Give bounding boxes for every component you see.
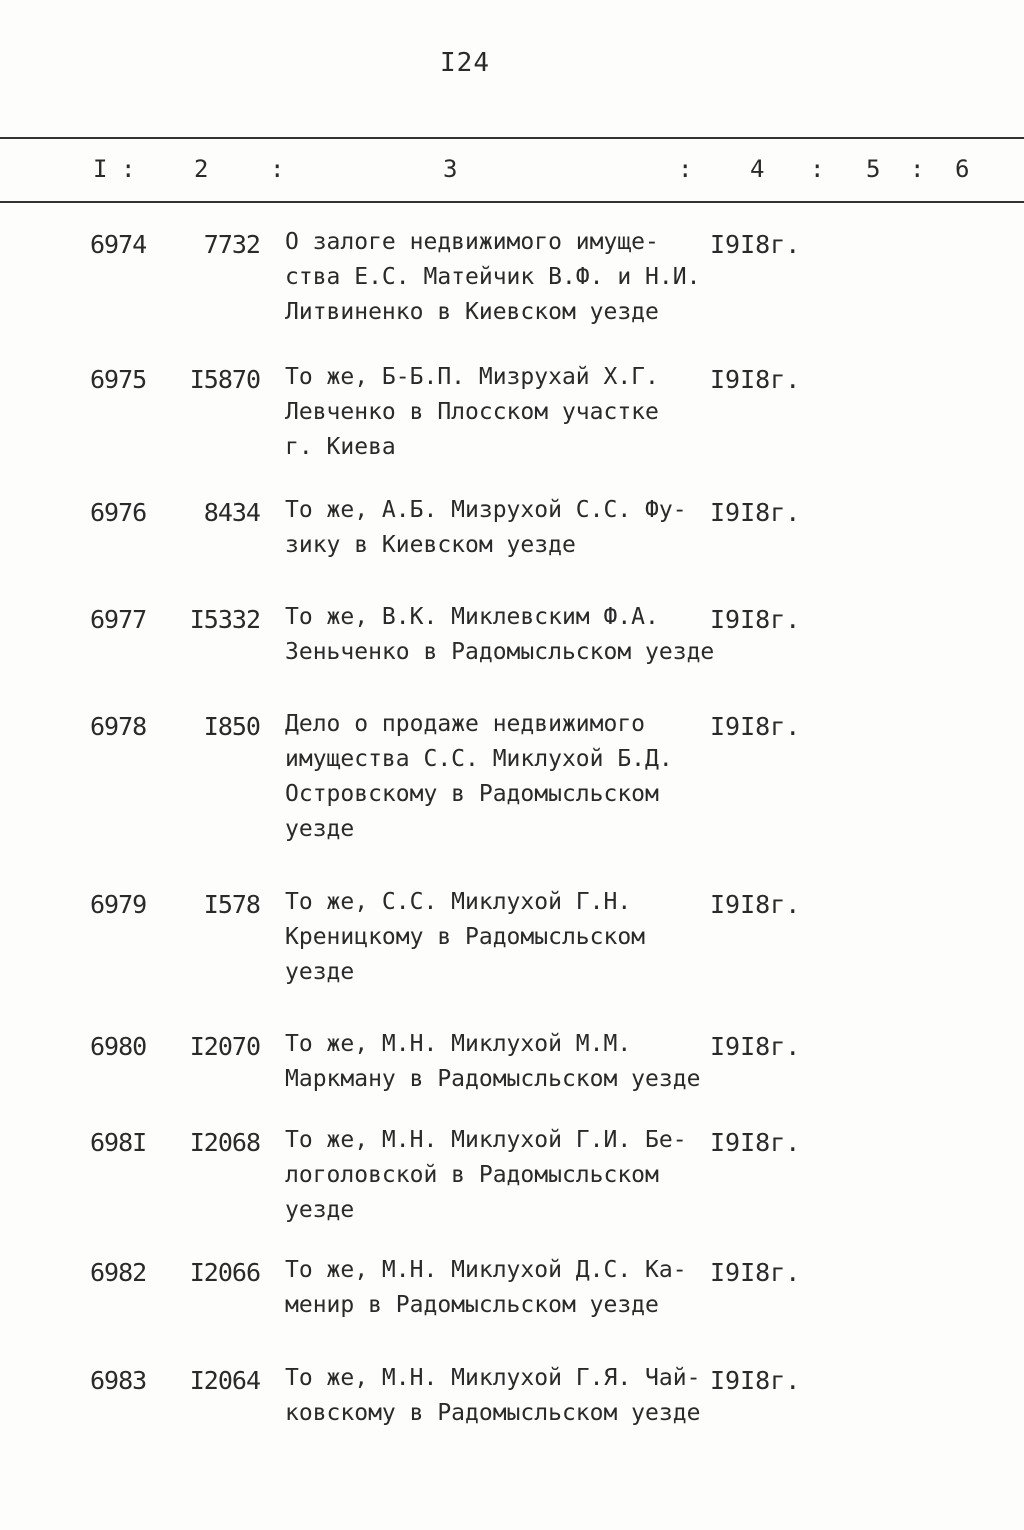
record-title-line: Зеньченко в Радомысльском уезде: [285, 639, 715, 665]
record-title-line: То же, А.Б. Мизрухой С.С. Фу-: [285, 497, 687, 523]
record-title-line: уезде: [285, 1197, 355, 1223]
column-separator: :: [270, 155, 285, 183]
record-title: [285, 885, 705, 990]
record-title-line: уезде: [285, 959, 355, 985]
record-title-line: менир в Радомысльском уезде: [285, 1292, 659, 1318]
record-number: 6978: [90, 712, 147, 741]
record-number: 6979: [90, 890, 147, 919]
record-date: I9I8г.: [710, 1366, 801, 1395]
record-number: 6977: [90, 605, 147, 634]
column-separator: :: [910, 155, 925, 183]
record-date: I9I8г.: [710, 1032, 801, 1061]
record-title-line: То же, М.Н. Миклухой Г.Я. Чай-: [285, 1365, 701, 1391]
record-title-line: То же, М.Н. Миклухой Д.С. Ка-: [285, 1257, 687, 1283]
record-title-line: уезде: [285, 816, 355, 842]
record-title-line: То же, Б-Б.П. Мизрухай Х.Г.: [285, 364, 659, 390]
column-header-row: [0, 155, 1024, 187]
record-date: I9I8г.: [710, 712, 801, 741]
record-archive-id: I5332: [189, 605, 260, 634]
record-title: [285, 1361, 705, 1431]
record-title-line: То же, М.Н. Миклухой Г.И. Бе-: [285, 1127, 687, 1153]
record-title: [285, 225, 705, 330]
record-title-line: ства Е.С. Матейчик В.Ф. и Н.И.: [285, 264, 701, 290]
header-bottom-rule: [0, 201, 1024, 203]
record-title: [285, 1123, 705, 1228]
column-header-2: 2: [194, 155, 209, 183]
record-date: I9I8г.: [710, 1128, 801, 1157]
column-header-5: 5: [866, 155, 881, 183]
column-header-3: 3: [443, 155, 458, 183]
record-archive-id: I850: [203, 712, 260, 741]
record-title-line: Креницкому в Радомысльском: [285, 924, 646, 950]
record-date: I9I8г.: [710, 1258, 801, 1287]
column-header-1: I: [93, 155, 108, 183]
record-title: [285, 600, 715, 670]
record-number: 6980: [90, 1032, 147, 1061]
record-date: I9I8г.: [710, 890, 801, 919]
record-title-line: О залоге недвижимого имуще-: [285, 229, 659, 255]
record-title: [285, 1253, 705, 1323]
record-title-line: То же, В.К. Миклевским Ф.А.: [285, 604, 659, 630]
record-number: 6974: [90, 230, 147, 259]
record-archive-id: I5870: [189, 365, 260, 394]
record-number: 6983: [90, 1366, 147, 1395]
record-title: [285, 493, 705, 563]
record-number: 6982: [90, 1258, 147, 1287]
record-title-line: Островскому в Радомысльском: [285, 781, 659, 807]
record-title-line: ковскому в Радомысльском уезде: [285, 1400, 701, 1426]
record-archive-id: I2070: [189, 1032, 260, 1061]
record-title-line: Левченко в Плосском участке: [285, 399, 659, 425]
record-title: [285, 360, 705, 465]
record-title: [285, 1027, 705, 1097]
record-archive-id: 8434: [203, 498, 260, 527]
record-archive-id: I2064: [189, 1366, 260, 1395]
record-title-line: То же, С.С. Миклухой Г.Н.: [285, 889, 632, 915]
column-header-6: 6: [955, 155, 970, 183]
record-title-line: г. Киева: [285, 434, 396, 460]
record-number: 6976: [90, 498, 147, 527]
record-title-line: зику в Киевском уезде: [285, 532, 576, 558]
record-title-line: То же, М.Н. Миклухой М.М.: [285, 1031, 632, 1057]
record-title-line: логоловской в Радомысльском: [285, 1162, 659, 1188]
column-separator: :: [678, 155, 693, 183]
record-date: I9I8г.: [710, 605, 801, 634]
column-separator: :: [121, 155, 136, 183]
record-archive-id: I2068: [189, 1128, 260, 1157]
record-title-line: Литвиненко в Киевском уезде: [285, 299, 659, 325]
record-date: I9I8г.: [710, 498, 801, 527]
record-date: I9I8г.: [710, 230, 801, 259]
page-number: I24: [440, 48, 490, 78]
record-archive-id: 7732: [203, 230, 260, 259]
record-title: [285, 707, 705, 847]
record-title-line: имущества С.С. Миклухой Б.Д.: [285, 746, 673, 772]
record-number: 698I: [90, 1128, 147, 1157]
record-number: 6975: [90, 365, 147, 394]
record-date: I9I8г.: [710, 365, 801, 394]
record-title-line: Дело о продаже недвижимого: [285, 711, 646, 737]
record-title-line: Маркману в Радомысльском уезде: [285, 1066, 701, 1092]
header-top-rule: [0, 137, 1024, 139]
column-separator: :: [810, 155, 825, 183]
record-archive-id: I2066: [189, 1258, 260, 1287]
record-archive-id: I578: [203, 890, 260, 919]
column-header-4: 4: [750, 155, 765, 183]
